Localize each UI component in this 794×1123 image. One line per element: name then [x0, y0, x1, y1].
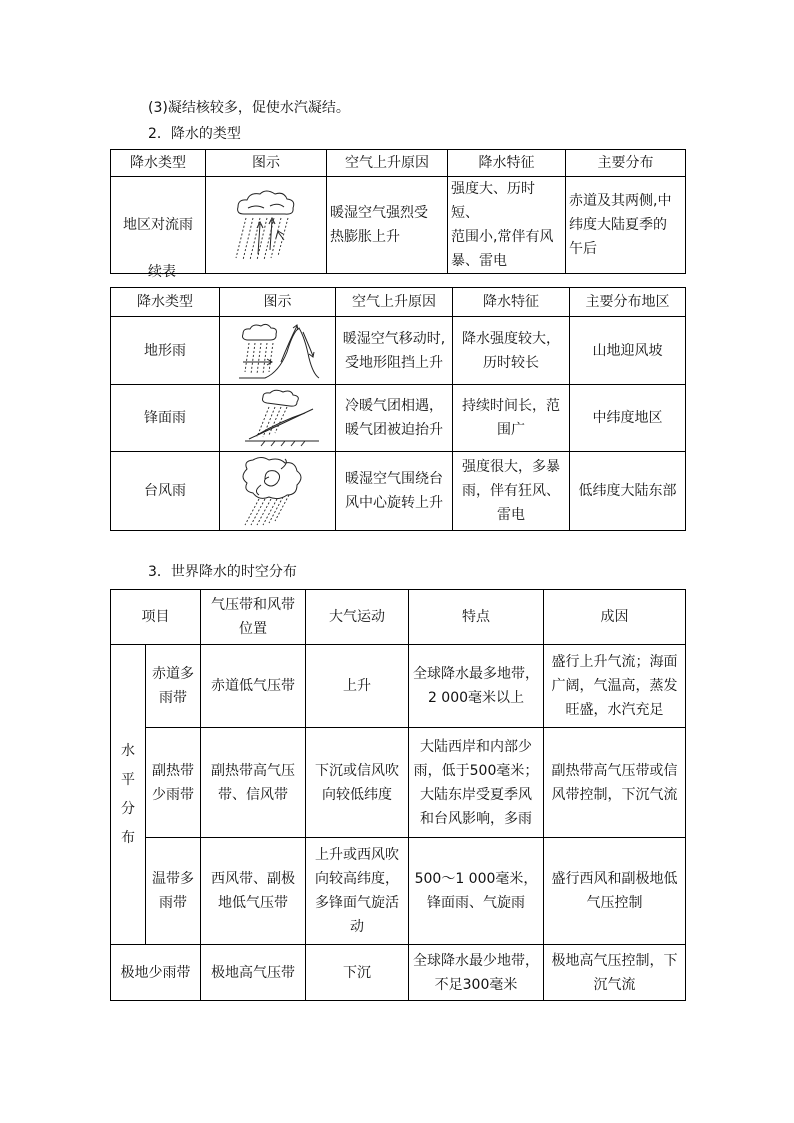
- cause-cell: 极地高气压控制，下 沉气流: [544, 945, 686, 1001]
- header-cell: 主要分布地区: [570, 288, 686, 317]
- cause-cell: 暖湿空气移动时, 受地形阻挡上升: [336, 317, 453, 385]
- header-cell: 降水特征: [453, 288, 570, 317]
- position-cell: 赤道低气压带: [201, 645, 306, 728]
- cause-cell: 副热带高气压带或信 风带控制，下沉气流: [544, 728, 686, 838]
- horizontal-distribution-label: 水 平 分 布: [111, 645, 146, 945]
- motion-cell: 下沉或信风吹 向较低纬度: [306, 728, 409, 838]
- feature-cell: 降水强度较大， 历时较长: [453, 317, 570, 385]
- world-precipitation-table: [110, 589, 686, 1001]
- cause-cell: 盛行上升气流；海面 广阔，气温高，蒸发 旺盛，水汽充足: [544, 645, 686, 728]
- header-cell: 降水特征: [448, 150, 566, 177]
- table-row: [111, 452, 686, 531]
- motion-cell: 上升: [306, 645, 409, 728]
- header-cell: 降水类型: [111, 150, 206, 177]
- header-cell: 图示: [220, 288, 336, 317]
- belt-name-cell: 温带多 雨带: [146, 838, 201, 945]
- distribution-cell: 低纬度大陆东部: [570, 452, 686, 531]
- table-row: [111, 317, 686, 385]
- belt-name-cell: 副热带 少雨带: [146, 728, 201, 838]
- typhoon-rain-diagram: [220, 452, 336, 531]
- cause-cell: 暖湿空气围绕台 风中心旋转上升: [336, 452, 453, 531]
- table-row: [111, 385, 686, 452]
- table-row: [111, 838, 686, 945]
- cause-cell: 冷暖气团相遇， 暖气团被迫抬升: [336, 385, 453, 452]
- feature-cell: 大陆西岸和内部少 雨，低于500毫米； 大陆东岸受夏季风 和台风影响，多雨: [409, 728, 544, 838]
- feature-cell: 持续时间长，范 围广: [453, 385, 570, 452]
- position-cell: 西风带、副极 地低气压带: [201, 838, 306, 945]
- header-cell: 项目: [111, 590, 201, 645]
- header-cell: 空气上升原因: [327, 150, 448, 177]
- table-header-row: [111, 288, 686, 317]
- table-row: [111, 177, 686, 274]
- convection-rain-diagram: [206, 177, 327, 274]
- table-row: [111, 728, 686, 838]
- feature-cell: 500～1 000毫米， 锋面雨、气旋雨: [409, 838, 544, 945]
- section2-title: 2．降水的类型: [148, 126, 241, 142]
- feature-cell: 强度大、历时短、 范围小,常伴有风 暴、雷电: [448, 177, 566, 274]
- distribution-cell: 中纬度地区: [570, 385, 686, 452]
- feature-cell: 强度很大，多暴 雨，伴有狂风、 雷电: [453, 452, 570, 531]
- table-header-row: [111, 590, 686, 645]
- motion-cell: 下沉: [306, 945, 409, 1001]
- cause-cell: 盛行西风和副极地低 气压控制: [544, 838, 686, 945]
- position-cell: 极地高气压带: [201, 945, 306, 1001]
- motion-cell: 上升或西风吹 向较高纬度， 多锋面气旋活 动: [306, 838, 409, 945]
- feature-cell: 全球降水最多地带， 2 000毫米以上: [409, 645, 544, 728]
- table-header-row: [111, 150, 686, 177]
- type-cell: 地区对流雨: [111, 177, 206, 274]
- belt-name-cell: 赤道多 雨带: [146, 645, 201, 728]
- header-cell: 降水类型: [111, 288, 220, 317]
- section3-title: 3．世界降水的时空分布: [148, 564, 297, 580]
- header-cell: 气压带和风带 位置: [201, 590, 306, 645]
- header-cell: 大气运动: [306, 590, 409, 645]
- precipitation-type-table-continued: [110, 287, 686, 531]
- frontal-rain-diagram: [220, 385, 336, 452]
- distribution-cell: 赤道及其两侧,中 纬度大陆夏季的 午后: [566, 177, 686, 274]
- table-row: [111, 645, 686, 728]
- precipitation-type-table: [110, 149, 686, 274]
- header-cell: 主要分布: [566, 150, 686, 177]
- type-cell: 台风雨: [111, 452, 220, 531]
- header-cell: 空气上升原因: [336, 288, 453, 317]
- table-row: [111, 945, 686, 1001]
- orographic-rain-diagram: [220, 317, 336, 385]
- type-cell: 锋面雨: [111, 385, 220, 452]
- position-cell: 副热带高气压 带、信风带: [201, 728, 306, 838]
- header-cell: 图示: [206, 150, 327, 177]
- belt-name-cell: 极地少雨带: [111, 945, 201, 1001]
- header-cell: 特点: [409, 590, 544, 645]
- type-cell: 地形雨: [111, 317, 220, 385]
- cause-cell: 暖湿空气强烈受 热膨胀上升: [327, 177, 448, 274]
- distribution-cell: 山地迎风坡: [570, 317, 686, 385]
- intro-line: (3)凝结核较多，促使水汽凝结。: [148, 100, 350, 116]
- feature-cell: 全球降水最少地带， 不足300毫米: [409, 945, 544, 1001]
- continued-label: 续表: [148, 264, 176, 280]
- header-cell: 成因: [544, 590, 686, 645]
